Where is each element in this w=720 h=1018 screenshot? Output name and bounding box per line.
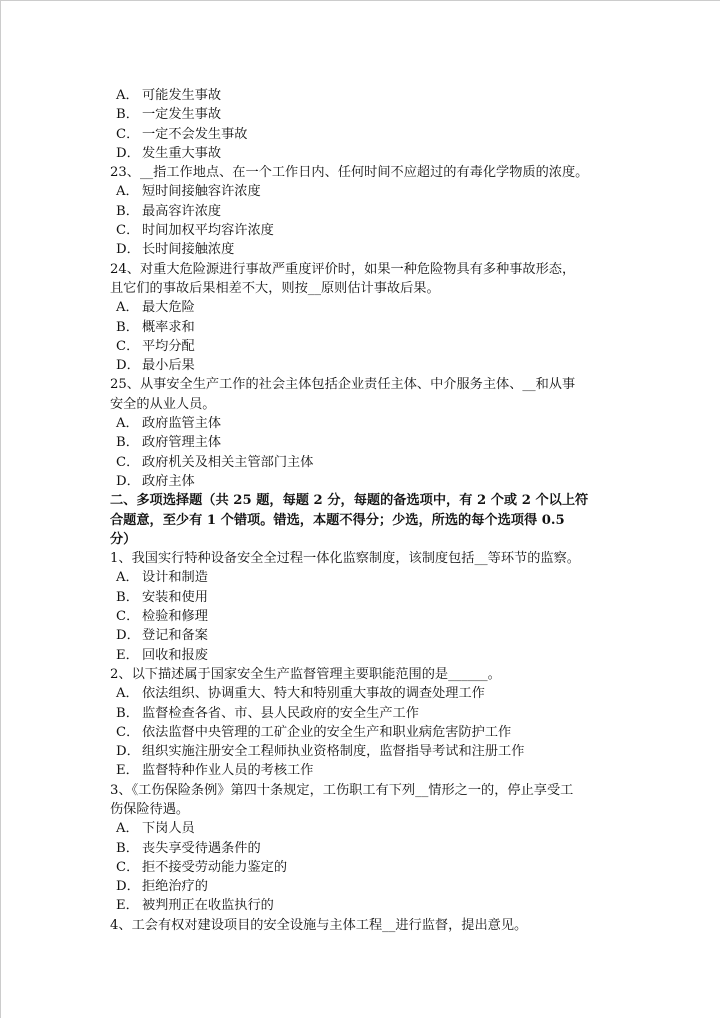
section-heading-line: 分） (110, 531, 137, 547)
page-border-left (0, 0, 1, 1018)
option-line (110, 858, 620, 877)
option-text: 平均分配 (142, 338, 195, 354)
document-body (110, 86, 620, 935)
option-key: C． (116, 724, 140, 740)
option-text: 丧失享受待遇条件的 (142, 840, 261, 856)
option-key: C． (116, 223, 140, 239)
option-key: C． (116, 859, 140, 875)
option-line (110, 877, 620, 896)
option-line (110, 626, 620, 645)
option-key: B． (116, 705, 139, 721)
option-key: C． (116, 609, 140, 625)
option-key: D． (116, 358, 140, 374)
question-text-line: 且它们的事故后果相差不大，则按__原则估计事故后果。 (110, 280, 440, 296)
option-text: 可能发生事故 (142, 88, 222, 103)
option-line (110, 819, 620, 838)
option-line (110, 453, 620, 472)
option-line (110, 704, 620, 723)
option-line (110, 86, 620, 105)
option-key: D． (116, 744, 140, 760)
option-key: B． (116, 107, 139, 123)
section-heading-line: 二、多项选择题（共 25 题，每题 2 分，每题的备选项中，有 2 个或 2 个以上符 (110, 493, 589, 509)
question-text-line: 25、从事安全生产工作的社会主体包括企业责任主体、中介服务主体、__和从事 (110, 377, 576, 393)
option-line (110, 221, 620, 240)
option-text: 下岗人员 (142, 821, 195, 837)
option-text: 安装和使用 (142, 589, 208, 605)
option-line (110, 568, 620, 587)
option-text: 发生重大事故 (142, 145, 222, 161)
option-text: 一定发生事故 (142, 107, 222, 123)
option-key: B． (116, 203, 139, 219)
option-line (110, 337, 620, 356)
option-line (110, 125, 620, 144)
section-heading-line: 合题意，至少有 1 个错项。错选，本题不得分；少选，所选的每个选项得 0.5 (110, 512, 565, 528)
option-text: 短时间接触容许浓度 (142, 184, 261, 200)
option-key: E． (116, 763, 139, 779)
option-line (110, 896, 620, 915)
option-key: B． (116, 840, 139, 856)
option-key: A． (116, 821, 139, 837)
option-text: 设计和制造 (142, 570, 208, 586)
option-key: C． (116, 454, 140, 470)
option-line (110, 472, 620, 491)
option-text: 政府机关及相关主管部门主体 (142, 454, 314, 470)
question-text-line: 2、以下描述属于国家安全生产监督管理主要职能范围的是______。 (110, 666, 501, 682)
option-line (110, 839, 620, 858)
option-text: 拒不接受劳动能力鉴定的 (142, 859, 288, 875)
option-key: D． (116, 242, 140, 258)
option-line (110, 588, 620, 607)
option-key: D． (116, 473, 140, 489)
option-line (110, 607, 620, 626)
question-text-line: 3、《工伤保险条例》第四十条规定，工伤职工有下列__情形之一的，停止享受工 (110, 782, 574, 798)
option-text: 依法监督中央管理的工矿企业的安全生产和职业病危害防护工作 (142, 724, 512, 740)
option-line (110, 684, 620, 703)
option-line (110, 182, 620, 201)
option-key: C． (116, 126, 140, 142)
option-line (110, 144, 620, 163)
option-line (110, 723, 620, 742)
option-key: D． (116, 145, 140, 161)
option-text: 政府监管主体 (142, 416, 222, 432)
option-line (110, 433, 620, 452)
option-key: C． (116, 338, 140, 354)
option-text: 依法组织、协调重大、特大和特别重大事故的调查处理工作 (142, 686, 485, 702)
option-key: A． (116, 416, 139, 432)
option-line (110, 240, 620, 259)
option-text: 时间加权平均容许浓度 (142, 223, 274, 239)
question-text-line: 4、工会有权对建设项目的安全设施与主体工程__进行监督，提出意见。 (110, 917, 528, 933)
option-text: 最高容许浓度 (142, 203, 222, 219)
option-text: 最小后果 (142, 358, 195, 374)
option-text: 拒绝治疗的 (142, 879, 208, 895)
option-text: 被判刑正在收监执行的 (142, 898, 274, 914)
question-text-line: 1、我国实行特种设备安全全过程一体化监察制度，该制度包括__等环节的监察。 (110, 551, 580, 567)
option-line (110, 202, 620, 221)
option-text: 一定不会发生事故 (142, 126, 248, 142)
option-key: B． (116, 589, 139, 605)
option-line (110, 414, 620, 433)
option-text: 检验和修理 (142, 609, 208, 625)
option-key: D． (116, 879, 140, 895)
option-line (110, 298, 620, 317)
option-text: 回收和报废 (142, 647, 208, 663)
option-text: 监督特种作业人员的考核工作 (142, 763, 314, 779)
page-border-top (0, 0, 720, 1)
option-key: E． (116, 898, 139, 914)
option-key: A． (116, 300, 139, 316)
option-key: D． (116, 628, 140, 644)
option-text: 政府管理主体 (142, 435, 222, 451)
option-key: A． (116, 570, 139, 586)
option-key: A． (116, 88, 139, 103)
question-text-line: 安全的从业人员。 (110, 396, 216, 412)
option-text: 政府主体 (142, 473, 195, 489)
question-text-line: 24、对重大危险源进行事故严重度评价时，如果一种危险物具有多种事故形态， (110, 261, 576, 277)
option-text: 概率求和 (142, 319, 195, 335)
option-line (110, 761, 620, 780)
option-text: 长时间接触浓度 (142, 242, 235, 258)
option-text: 组织实施注册安全工程师执业资格制度，监督指导考试和注册工作 (142, 744, 525, 760)
option-key: E． (116, 647, 139, 663)
option-text: 登记和备案 (142, 628, 208, 644)
option-line (110, 356, 620, 375)
option-key: A． (116, 184, 139, 200)
option-text: 最大危险 (142, 300, 195, 316)
option-key: B． (116, 319, 139, 335)
question-text-line: 23、__指工作地点、在一个工作日内、任何时间不应超过的有毒化学物质的浓度。 (110, 165, 589, 181)
option-line (110, 318, 620, 337)
option-line (110, 646, 620, 665)
option-line (110, 742, 620, 761)
option-key: B． (116, 435, 139, 451)
question-text-line: 伤保险待遇。 (110, 801, 190, 817)
option-line (110, 105, 620, 124)
option-text: 监督检查各省、市、县人民政府的安全生产工作 (142, 705, 419, 721)
option-key: A． (116, 686, 139, 702)
